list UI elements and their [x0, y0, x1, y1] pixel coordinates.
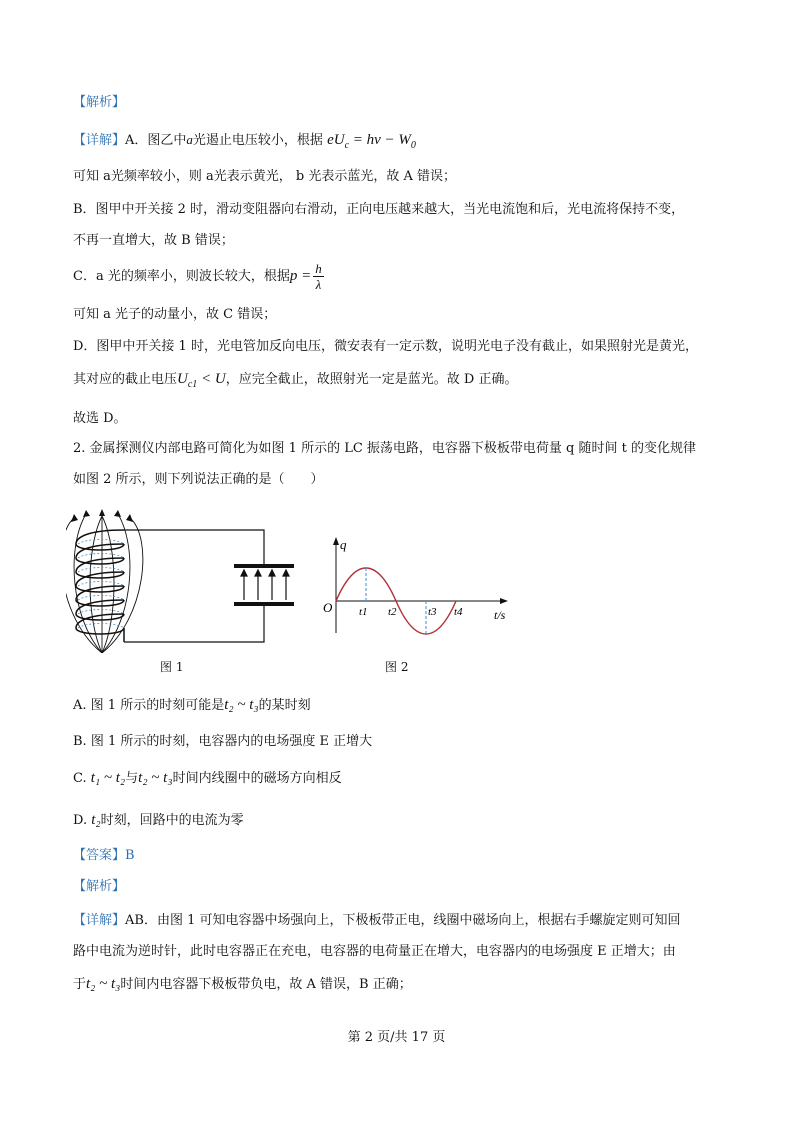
- detail-line-6: 可知 a 光子的动量小，故 C 错误；: [73, 307, 277, 322]
- question-2-line-2: 如图 2 所示，则下列说法正确的是（ ）: [73, 472, 324, 487]
- q2-detail-line-1: [73, 912, 681, 930]
- figure-1-lc-circuit: [66, 508, 306, 653]
- option-b[interactable]: B. 图 1 所示的时刻，电容器内的电场强度 E 正增大: [73, 734, 373, 749]
- text: 时刻，回路中的电流为零: [100, 813, 244, 828]
- text: C.: [73, 771, 87, 786]
- text: A. 图 1 所示的时刻可能是: [73, 698, 225, 713]
- coil: [76, 530, 124, 642]
- origin-label: O: [323, 600, 333, 615]
- question-2-line-1: 2. 金属探测仪内部电路可简化为如图 1 所示的 LC 振荡电路，电容器下极板带电荷量 q 随时间 t 的变化规律: [73, 441, 696, 456]
- text: A．图乙中: [125, 133, 187, 148]
- tick-t4: t4: [454, 606, 463, 618]
- text: D.: [73, 813, 88, 828]
- text: 的某时刻: [258, 698, 311, 713]
- text: AB．由图 1 可知电容器中场强向上，下极板带正电，线圈中磁场向上，根据右手螺旋定则可知回: [125, 913, 681, 928]
- detail-line-5: [73, 261, 326, 292]
- fraction-h-lambda: $\frac{h}{\lambda}$: [315, 261, 322, 292]
- capacitor-field-arrows: [241, 570, 289, 600]
- text: 其对应的截止电压: [73, 372, 178, 387]
- math: t₂ ~ t₃: [86, 976, 121, 992]
- math: t₂: [91, 812, 101, 828]
- detail-line-7: D．图甲中开关接 1 时，光电管加反向电压，微安表有一定示数，说明光电子没有截止，如果照射光是黄光，: [73, 339, 698, 354]
- detail-line-9: 故选 D。: [73, 411, 127, 426]
- tick-t3: t3: [428, 606, 437, 618]
- tick-t2: t2: [388, 606, 397, 618]
- detail-line-1: [73, 131, 416, 155]
- option-c[interactable]: [73, 769, 342, 788]
- page-footer: 第 2 页/共 17 页: [347, 1030, 446, 1045]
- detail-line-8: [73, 370, 517, 394]
- text: 于: [73, 977, 87, 992]
- equation-cutoff: $U_{c1} < U$: [177, 371, 226, 390]
- t-axis-label: t/s: [494, 608, 506, 622]
- var: a: [186, 132, 193, 147]
- analysis-label: 【解析】: [73, 95, 126, 110]
- analysis-label-2: 【解析】: [73, 879, 126, 894]
- q2-detail-line-3: [73, 975, 412, 994]
- math: t₁ ~ t₂: [90, 770, 126, 786]
- detail-label: 【详解】: [73, 913, 126, 928]
- answer: 【答案】B: [73, 848, 135, 863]
- detail-line-3: B．图甲中开关接 2 时，滑动变阻器向右滑动，正向电压越来越大，当光电流饱和后，光电流将保持不变，: [73, 202, 685, 217]
- eq-lhs: p =: [289, 268, 312, 284]
- tick-t1: t1: [359, 606, 368, 618]
- text: ，应完全截止，故照射光一定是蓝光。故 D 正确。: [225, 372, 518, 387]
- capacitor-top-plate: [234, 564, 294, 568]
- option-a[interactable]: [73, 696, 311, 715]
- option-d[interactable]: [73, 811, 244, 830]
- figure-1-caption: 图 1: [160, 660, 184, 674]
- figure-2-caption: 图 2: [385, 660, 409, 674]
- detail-label: 【详解】: [73, 133, 126, 148]
- math: t₂ ~ t₃: [224, 697, 259, 713]
- figure-2-qt-graph: [314, 533, 514, 643]
- text: 光遏止电压较小，根据: [192, 133, 323, 148]
- q-axis-label: q: [340, 537, 347, 552]
- equation-photoelectric: $eU_c = h\nu - W_0$: [327, 132, 416, 151]
- text: 时间内电容器下极板带负电，故 A 错误，B 正确；: [120, 977, 412, 992]
- q2-detail-line-2: 路中电流为逆时针，此时电容器正在充电，电容器的电荷量正在增大，电容器内的电场强度 E 正增大；由: [73, 944, 676, 959]
- text: C．a 光的频率小，则波长较大，根据: [73, 269, 290, 284]
- text: 时间内线圈中的磁场方向相反: [172, 771, 342, 786]
- detail-line-4: 不再一直增大，故 B 错误；: [73, 233, 234, 248]
- math: t₂ ~ t₃: [138, 770, 173, 786]
- capacitor-bottom-plate: [234, 602, 294, 606]
- text: 与: [125, 771, 139, 786]
- detail-line-2: 可知 a光频率较小，则 a光表示黄光， b 光表示蓝光，故 A 错误；: [73, 169, 457, 184]
